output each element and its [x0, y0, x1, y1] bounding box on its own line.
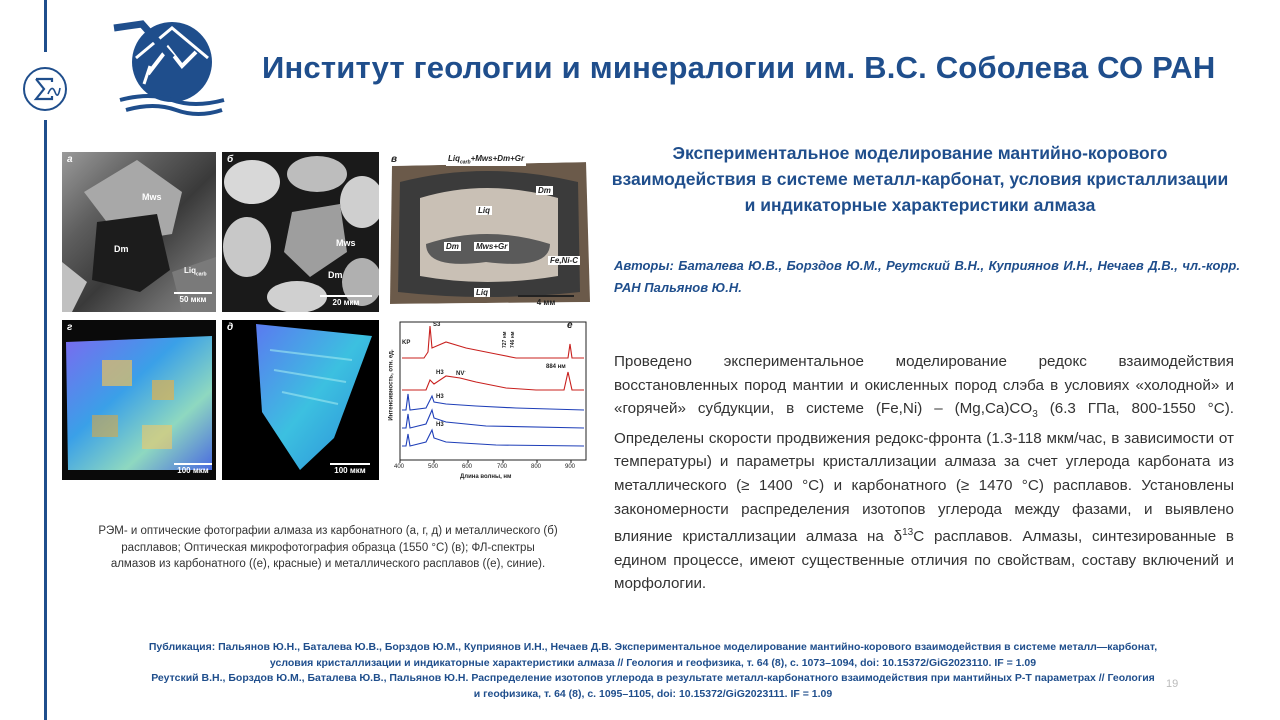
figure-panel-v: [386, 152, 592, 312]
spectra-peak-kp: KP: [402, 340, 411, 346]
panel-a-label-mws: Mws: [142, 192, 162, 202]
figure-panel-a: [62, 152, 216, 312]
abstract-text: Проведено экспериментальное моделирование редокс взаимодействия восстановленных пород мантии и окисленных пород слэба в условиях «холодной» и «горячей» субдукции, в системе $(Fe,Ni) - (Mg,Ca)CO_3$ (6.3 ГПа, 800-1550 °С). Определены скорости продвижения редокс-фронта (1.3-118 мкм/час, в зависимости от температуры) и параметры кристаллизации алмаза за счет углерода карбоната из металлического (≥ 1400 °С) и карбонатного (≥ 1470 °С) расплавов. Установлены закономерности распределения изотопов углерода между фазами, и выявлено влияние кристаллизации алмаза на $\delta^{13}С$ расплавов. Алмазы, синтезированные в едином процессе, имеют существенные отличия по свойствам, составу включений и морфологии.: [614, 353, 1234, 593]
publication-line-1: Публикация: Пальянов Ю.Н., Баталева Ю.В., Борздов Ю.М., Куприянов И.Н., Нечаев Д.В. Экспериментальное моделирование мантийно-корового взаимодействия в системе металл—карбонат,: [148, 641, 1158, 653]
panel-a-scalebar: 50 мкм: [174, 292, 212, 304]
publication-references: [58, 640, 1248, 702]
spectra-peak-746: 746 нм: [510, 331, 516, 348]
spectra-peak-h3-blue2: H3: [436, 422, 444, 428]
spectra-peak-h3-red: H3: [436, 370, 444, 376]
publication-line-4: и геофизика, т. 64 (8), с. 1095–1105, doi: 10.15372/GiG2023111. IF = 1.09: [473, 687, 833, 700]
left-accent-line-top: [44, 0, 47, 52]
panel-e-letter: е: [567, 320, 573, 331]
article-title: Экспериментальное моделирование мантийно-корового взаимодействия в системе металл-карбонат, условия кристаллизации и индикаторные характеристики алмаза: [611, 143, 1229, 215]
panel-b-label-dm: Dm: [328, 270, 343, 280]
figure-caption: РЭМ- и оптические фотографии алмаза из карбонатного (а, г, д) и металлического (б) расплавов; Оптическая микрофотография образца (1550 °С) (в); ФЛ-спектры алмазов из карбонатного ((е), красные) и металлического расплавов ((е), синие).: [98, 525, 558, 570]
panel-a-label-liq: Liq$_{carb}$: [184, 266, 207, 278]
spectra-xtick-800: 800: [531, 464, 542, 470]
institute-logo-icon: [110, 18, 228, 118]
panel-d-letter: д: [227, 322, 234, 333]
panel-g-letter: г: [67, 322, 73, 333]
spectra-peak-h3-blue1: H3: [436, 394, 444, 400]
figure-panel-g: [62, 320, 216, 480]
spectra-peak-nv: NV-: [456, 368, 466, 377]
panel-v-label-mws-gr: Mws+Gr: [476, 242, 508, 251]
spectra-xtick-700: 700: [497, 464, 508, 470]
panel-b-scalebar: 20 мкм: [320, 295, 372, 307]
spectra-y-axis-label: Интенсивность, отн. ед.: [388, 349, 395, 421]
panel-v-label-liq-bottom: Liq: [476, 288, 488, 297]
panel-v-label-dm-right: Dm: [538, 186, 551, 195]
figure-panel-d: [222, 320, 379, 480]
panel-v-label-top: Liq$_{carb}$+Mws+Dm+Gr: [448, 154, 525, 166]
sigma-logo-icon: [22, 66, 68, 112]
spectra-xtick-900: 900: [565, 464, 576, 470]
spectra-peak-727: 727 нм: [502, 331, 508, 348]
panel-v-label-liq-center: Liq: [478, 206, 490, 215]
panel-v-scalebar: 4 мм: [518, 295, 574, 307]
panel-g-scalebar: 100 мкм: [174, 463, 212, 475]
institute-title: Институт геологии и минералогии им. В.С. Соболева СО РАН: [262, 50, 1216, 85]
publication-line-3: Реутский В.Н., Борздов Ю.М., Баталева Ю.В., Пальянов Ю.Н. Распределение изотопов углерода в результате металл-карбонатного взаимодействия при мантийных P-T параметрах // Геология: [151, 672, 1155, 684]
panel-b-letter: б: [227, 154, 234, 165]
publication-line-2: условия кристаллизации и индикаторные характеристики алмаза // Геология и геофизика, т. 64 (8), с. 1073–1094, doi: 10.15372/GiG2023110. IF = 1.09: [269, 656, 1037, 669]
spectra-xtick-500: 500: [428, 464, 439, 470]
panel-b-label-mws: Mws: [336, 238, 356, 248]
spectra-x-axis-label: Длина волны, нм: [460, 474, 512, 480]
authors-line: Авторы: Баталева Ю.В., Борздов Ю.М., Реутский В.Н., Куприянов И.Н., Нечаев Д.В., чл.-корр. РАН Пальянов Ю.Н.: [614, 258, 1240, 295]
panel-a-label-dm: Dm: [114, 244, 129, 254]
spectra-peak-s3: S3: [433, 322, 441, 328]
spectra-xtick-600: 600: [462, 464, 473, 470]
slide-number: 19: [1166, 678, 1179, 690]
figure-panel-e-spectra: [386, 318, 592, 483]
spectra-xtick-400: 400: [394, 464, 405, 470]
panel-v-letter: в: [391, 154, 398, 165]
panel-v-label-dm-left: Dm: [446, 242, 459, 251]
figure-panel-b: [222, 152, 379, 312]
panel-d-scalebar: 100 мкм: [330, 463, 370, 475]
panel-v-label-feni: Fe,Ni-C: [550, 256, 578, 265]
panel-a-letter: а: [67, 154, 73, 165]
spectra-peak-884: 884 нм: [546, 364, 566, 370]
left-accent-line-bottom: [44, 120, 47, 720]
